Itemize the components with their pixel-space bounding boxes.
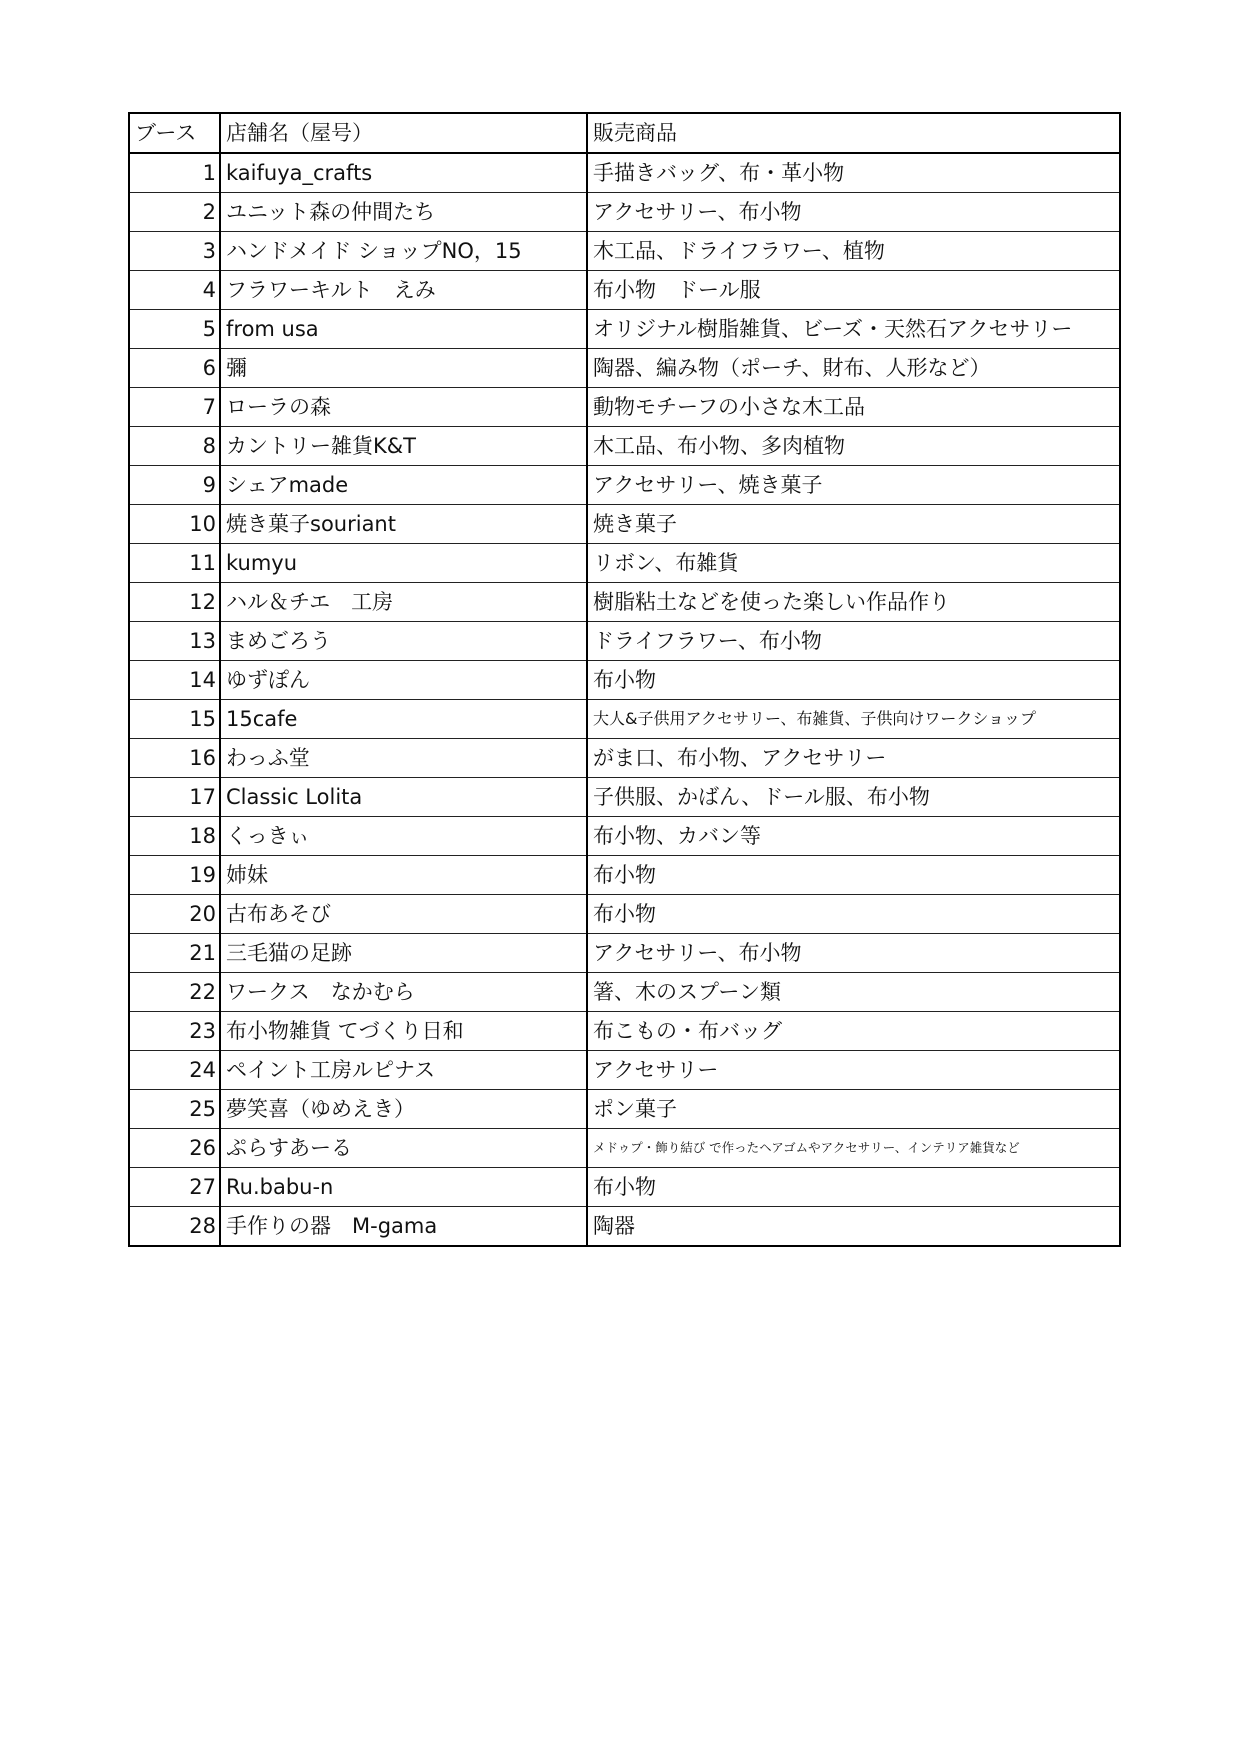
shop-name: 夢笑喜（ゆめえき） bbox=[220, 1090, 587, 1129]
table-body bbox=[129, 153, 1120, 1246]
booth-number: 1 bbox=[129, 153, 220, 193]
table-row bbox=[129, 934, 1120, 973]
shop-name: フラワーキルト えみ bbox=[220, 271, 587, 310]
booth-number: 15 bbox=[129, 700, 220, 739]
products: 布こもの・布バッグ bbox=[587, 1012, 1120, 1051]
booth-number: 10 bbox=[129, 505, 220, 544]
table-row bbox=[129, 310, 1120, 349]
products: 布小物、カバン等 bbox=[587, 817, 1120, 856]
products: 焼き菓子 bbox=[587, 505, 1120, 544]
table-row bbox=[129, 427, 1120, 466]
shop-name: 焼き菓子souriant bbox=[220, 505, 587, 544]
shop-name: シェアmade bbox=[220, 466, 587, 505]
shop-name: 姉妹 bbox=[220, 856, 587, 895]
booth-number: 13 bbox=[129, 622, 220, 661]
shop-name: まめごろう bbox=[220, 622, 587, 661]
booth-number: 23 bbox=[129, 1012, 220, 1051]
products: 木工品、布小物、多肉植物 bbox=[587, 427, 1120, 466]
products: がま口、布小物、アクセサリー bbox=[587, 739, 1120, 778]
table-row bbox=[129, 466, 1120, 505]
products: 動物モチーフの小さな木工品 bbox=[587, 388, 1120, 427]
table-row bbox=[129, 1168, 1120, 1207]
products: 木工品、ドライフラワー、植物 bbox=[587, 232, 1120, 271]
table-row bbox=[129, 271, 1120, 310]
table-row bbox=[129, 622, 1120, 661]
table-row bbox=[129, 153, 1120, 193]
products: 箸、木のスプーン類 bbox=[587, 973, 1120, 1012]
table-row bbox=[129, 583, 1120, 622]
products: 布小物 bbox=[587, 895, 1120, 934]
shop-name: ユニット森の仲間たち bbox=[220, 193, 587, 232]
products: 手描きバッグ、布・革小物 bbox=[587, 153, 1120, 193]
booth-number: 21 bbox=[129, 934, 220, 973]
booth-number: 9 bbox=[129, 466, 220, 505]
booth-number: 11 bbox=[129, 544, 220, 583]
table-row bbox=[129, 1012, 1120, 1051]
shop-name: 彌 bbox=[220, 349, 587, 388]
shop-name: ぷらすあーる bbox=[220, 1129, 587, 1168]
booth-number: 24 bbox=[129, 1051, 220, 1090]
table-row bbox=[129, 817, 1120, 856]
products: アクセサリー bbox=[587, 1051, 1120, 1090]
products: 樹脂粘土などを使った楽しい作品作り bbox=[587, 583, 1120, 622]
booth-number: 27 bbox=[129, 1168, 220, 1207]
booth-number: 28 bbox=[129, 1207, 220, 1247]
shop-name: くっきぃ bbox=[220, 817, 587, 856]
booth-number: 8 bbox=[129, 427, 220, 466]
table-row bbox=[129, 700, 1120, 739]
shop-name: from usa bbox=[220, 310, 587, 349]
header-shop-name: 店舗名（屋号） bbox=[220, 113, 587, 153]
products: 陶器 bbox=[587, 1207, 1120, 1247]
products: アクセサリー、焼き菓子 bbox=[587, 466, 1120, 505]
shop-name: ペイント工房ルピナス bbox=[220, 1051, 587, 1090]
shop-name: 古布あそび bbox=[220, 895, 587, 934]
booth-number: 6 bbox=[129, 349, 220, 388]
table-row bbox=[129, 1129, 1120, 1168]
table-row bbox=[129, 895, 1120, 934]
booth-number: 17 bbox=[129, 778, 220, 817]
products: 布小物 bbox=[587, 856, 1120, 895]
booth-number: 12 bbox=[129, 583, 220, 622]
shop-name: ゆずぽん bbox=[220, 661, 587, 700]
table-row bbox=[129, 505, 1120, 544]
table-row bbox=[129, 1090, 1120, 1129]
vendor-table bbox=[128, 112, 1121, 1247]
table-row bbox=[129, 1207, 1120, 1247]
products: アクセサリー、布小物 bbox=[587, 934, 1120, 973]
booth-number: 2 bbox=[129, 193, 220, 232]
table-row bbox=[129, 739, 1120, 778]
products: 陶器、編み物（ポーチ、財布、人形など） bbox=[587, 349, 1120, 388]
products: 大人&子供用アクセサリー、布雑貨、子供向けワークショップ bbox=[587, 700, 1120, 739]
booth-number: 14 bbox=[129, 661, 220, 700]
shop-name: ハル＆チエ 工房 bbox=[220, 583, 587, 622]
table-row bbox=[129, 349, 1120, 388]
booth-number: 3 bbox=[129, 232, 220, 271]
table-row bbox=[129, 544, 1120, 583]
table-header bbox=[129, 113, 1120, 153]
table-row bbox=[129, 193, 1120, 232]
shop-name: 三毛猫の足跡 bbox=[220, 934, 587, 973]
shop-name: ハンドメイド ショップNO，15 bbox=[220, 232, 587, 271]
booth-number: 20 bbox=[129, 895, 220, 934]
products: ドライフラワー、布小物 bbox=[587, 622, 1120, 661]
products: ポン菓子 bbox=[587, 1090, 1120, 1129]
shop-name: kaifuya_crafts bbox=[220, 153, 587, 193]
booth-number: 18 bbox=[129, 817, 220, 856]
table-row bbox=[129, 388, 1120, 427]
shop-name: 布小物雑貨 てづくり日和 bbox=[220, 1012, 587, 1051]
booth-number: 5 bbox=[129, 310, 220, 349]
products: 布小物 bbox=[587, 1168, 1120, 1207]
shop-name: 15cafe bbox=[220, 700, 587, 739]
booth-number: 4 bbox=[129, 271, 220, 310]
booth-number: 22 bbox=[129, 973, 220, 1012]
table-row bbox=[129, 1051, 1120, 1090]
shop-name: Ru.babu-n bbox=[220, 1168, 587, 1207]
products: メドゥプ・飾り結び で作ったヘアゴムやアクセサリー、インテリア雑貨など bbox=[587, 1129, 1120, 1168]
shop-name: Classic Lolita bbox=[220, 778, 587, 817]
shop-name: 手作りの器 M-gama bbox=[220, 1207, 587, 1247]
table-row bbox=[129, 778, 1120, 817]
header-booth: ブース bbox=[129, 113, 220, 153]
products: 布小物 ドール服 bbox=[587, 271, 1120, 310]
booth-number: 7 bbox=[129, 388, 220, 427]
products: 子供服、かばん、ドール服、布小物 bbox=[587, 778, 1120, 817]
shop-name: わっふ堂 bbox=[220, 739, 587, 778]
shop-name: kumyu bbox=[220, 544, 587, 583]
booth-number: 26 bbox=[129, 1129, 220, 1168]
products: リボン、布雑貨 bbox=[587, 544, 1120, 583]
products: オリジナル樹脂雑貨、ビーズ・天然石アクセサリー bbox=[587, 310, 1120, 349]
header-row bbox=[129, 113, 1120, 153]
products: 布小物 bbox=[587, 661, 1120, 700]
table-row bbox=[129, 232, 1120, 271]
booth-number: 19 bbox=[129, 856, 220, 895]
table-row bbox=[129, 856, 1120, 895]
table-row bbox=[129, 661, 1120, 700]
table-row bbox=[129, 973, 1120, 1012]
shop-name: カントリー雑貨K&T bbox=[220, 427, 587, 466]
header-products: 販売商品 bbox=[587, 113, 1120, 153]
booth-number: 25 bbox=[129, 1090, 220, 1129]
products: アクセサリー、布小物 bbox=[587, 193, 1120, 232]
shop-name: ワークス なかむら bbox=[220, 973, 587, 1012]
booth-number: 16 bbox=[129, 739, 220, 778]
shop-name: ローラの森 bbox=[220, 388, 587, 427]
